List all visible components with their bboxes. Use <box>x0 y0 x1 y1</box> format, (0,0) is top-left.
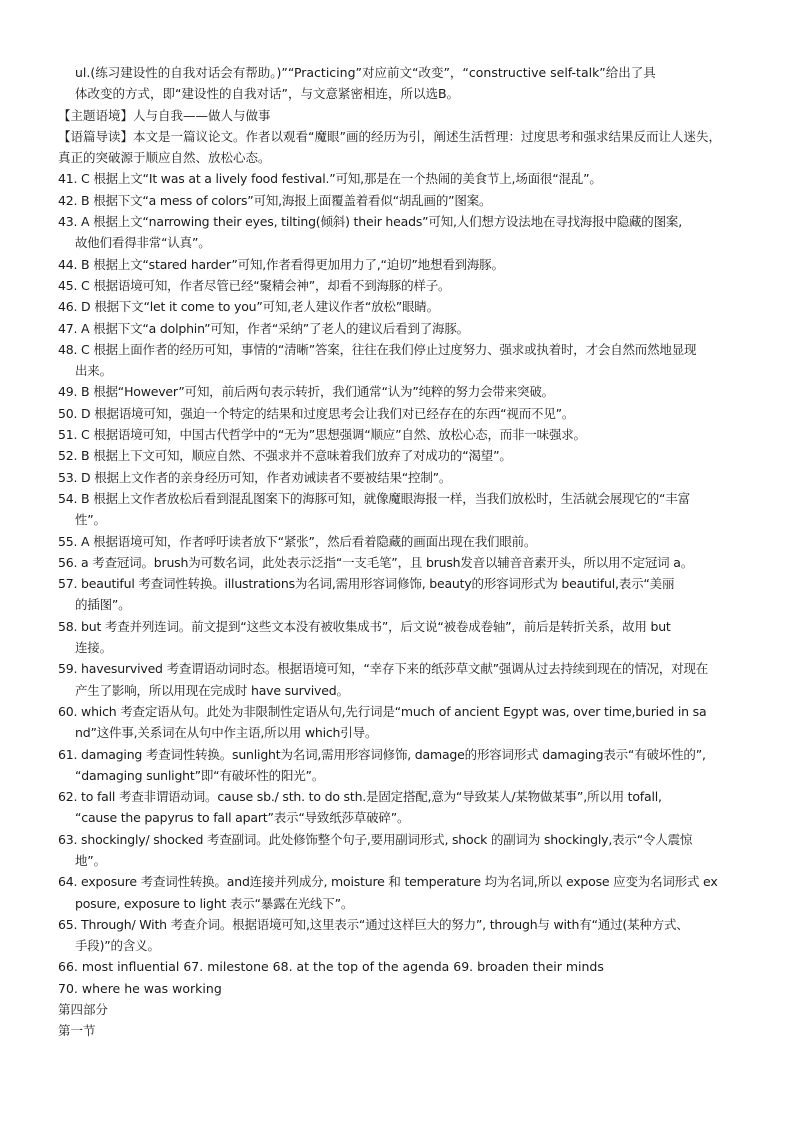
answer-item <box>58 658 738 701</box>
answer-item <box>58 339 738 382</box>
answer-item <box>58 318 738 339</box>
answer-item-line: 59. havesurvived 考查谓语动词时态。根据语境可知，“幸存下来的纸莎草文献”强调从过去持续到现在的情况，对现在 <box>58 661 709 677</box>
answer-item-line: 58. but 考查并列连词。前文提到“这些文本没有被收集成书”，后文说“被卷成卷轴”，前后是转折关系，故用 but <box>58 618 671 634</box>
answer-item <box>58 531 738 552</box>
answer-item <box>58 445 738 466</box>
answer-explanations <box>58 168 738 956</box>
answer-item-line: 60. which 考查定语从句。此处为非限制性定语从句,先行词是“much of ancient Egypt was, over time,buried in sa <box>58 703 707 719</box>
answer-item <box>58 211 738 254</box>
answer-item <box>58 254 738 275</box>
answer-item-continuation: 故他们看得非常“认真”。 <box>75 235 211 251</box>
answer-item-continuation: 产生了影响，所以用现在完成时 have survived。 <box>75 682 349 698</box>
answer-item <box>58 573 738 616</box>
answer-item-line: 55. A 根据语境可知，作者呼吁读者放下“紧张”，然后看着隐藏的画面出现在我们眼前。 <box>58 533 537 549</box>
answer-item-line: 49. B 根据“However”可知，前后两句表示转折，我们通常“认为”纯粹的努力会带来突破。 <box>58 384 554 400</box>
answer-item-continuation: 连接。 <box>75 640 112 656</box>
answer-item-continuation: “damaging sunlight”即“有破坏性的阳光”。 <box>75 767 325 783</box>
answer-70: 70. where he was working <box>58 980 222 996</box>
answer-item-line: 47. A 根据下文“a dolphin”可知，作者“采纳”了老人的建议后看到了海豚。 <box>58 320 469 336</box>
section-sub-heading: 第一节 <box>58 1023 96 1039</box>
answer-item-continuation: posure, exposure to light 表示“暴露在光线下”。 <box>75 895 354 911</box>
answer-item-line: 65. Through/ With 考查介词。根据语境可知,这里表示“通过这样巨大的努力”, through与 with有“通过(某种方式、 <box>58 916 689 932</box>
answer-item-line: 57. beautiful 考查词性转换。illustrations为名词,需用形容词修饰, beauty的形容词形式为 beautiful,表示“美丽 <box>58 576 675 592</box>
answers-66-69: 66. most influential 67. milestone 68. at the top of the agenda 69. broaden their minds <box>58 959 604 975</box>
answer-item <box>58 381 738 402</box>
answer-item <box>58 275 738 296</box>
answer-item-line: 63. shockingly/ shocked 考查副词。此处修饰整个句子,要用副词形式, shock 的副词为 shockingly,表示“令人震惊 <box>58 831 693 847</box>
answer-item-line: 56. a 考查冠词。brush为可数名词，此处表示泛指“一支毛笔”，且 brush发音以辅音音素开头，所以用不定冠词 a。 <box>58 554 694 570</box>
answer-item <box>58 914 738 957</box>
answer-item-line: 62. to fall 考查非谓语动词。cause sb./ sth. to do sth.是固定搭配,意为“导致某人/某物做某事”,所以用 tofall, <box>58 789 662 805</box>
answer-item <box>58 616 738 659</box>
answer-item <box>58 488 738 531</box>
answer-item-continuation: 手段)”的含义。 <box>75 938 160 954</box>
answer-item-continuation: “cause the papyrus to fall apart”表示“导致纸莎草破碎”。 <box>75 810 410 826</box>
answer-item-line: 50. D 根据语境可知，强迫一个特定的结果和过度思考会让我们对已经存在的东西“视而不见”。 <box>58 405 575 421</box>
answer-item-line: 53. D 根据上文作者的亲身经历可知，作者劝诫读者不要被结果“控制”。 <box>58 469 452 485</box>
answer-item-line: 41. C 根据上文“It was at a lively food festival.”可知,那是在一个热闹的美食节上,场面很“混乱”。 <box>58 171 602 187</box>
theme-context: 【主题语境】人与自我——做人与做事 <box>58 107 271 123</box>
intro-line-2: 体改变的方式，即“建设性的自我对话”，与文意紧密相连，所以选B。 <box>75 86 460 102</box>
answer-item <box>58 871 738 914</box>
answer-item <box>58 829 738 872</box>
answer-item-line: 48. C 根据上面作者的经历可知，事情的“清晰”答案，往往在我们停止过度努力、强求或执着时，才会自然而然地显现 <box>58 341 697 357</box>
answer-item-continuation: nd”这件事,关系词在从句中作主语,所以用 which引导。 <box>75 725 378 741</box>
answer-item <box>58 744 738 787</box>
answer-item-continuation: 的插图”。 <box>75 597 131 613</box>
passage-guide-line-1: 【语篇导读】本文是一篇议论文。作者以观看“魔眼”画的经历为引，阐述生活哲理：过度思考和强求结果反而让人迷失， <box>58 128 721 144</box>
answer-item <box>58 190 738 211</box>
answer-item-line: 51. C 根据语境可知，中国古代哲学中的“无为”思想强调“顺应”自然、放松心态，而非一味强求。 <box>58 427 586 443</box>
answer-item-continuation: 性”。 <box>75 512 106 528</box>
section-part-heading: 第四部分 <box>58 1002 109 1018</box>
answer-item-line: 42. B 根据下文“a mess of colors”可知,海报上面覆盖着看似“胡乱画的”图案。 <box>58 192 492 208</box>
answer-item <box>58 296 738 317</box>
answer-item <box>58 786 738 829</box>
answer-item-line: 43. A 根据上文“narrowing their eyes, tilting(倾斜) their heads”可知,人们想方设法地在寻找海报中隐藏的图案, <box>58 214 682 230</box>
answer-item <box>58 552 738 573</box>
answer-item-line: 64. exposure 考查词性转换。and连接并列成分, moisture 和 temperature 均为名词,所以 expose 应变为名词形式 ex <box>58 874 718 890</box>
answer-item-line: 46. D 根据下文“let it come to you”可知,老人建议作者“放松”眼睛。 <box>58 299 439 315</box>
answer-item-line: 52. B 根据上下文可知，顺应自然、不强求并不意味着我们放弃了对成功的“渴望”。 <box>58 448 512 464</box>
passage-guide-line-2: 真正的突破源于顺应自然、放松心态。 <box>58 150 271 166</box>
answer-item <box>58 424 738 445</box>
answer-item-line: 54. B 根据上文作者放松后看到混乱图案下的海豚可知，就像魔眼海报一样，当我们放松时，生活就会展现它的“丰富 <box>58 490 690 506</box>
answer-item <box>58 403 738 424</box>
answer-item-line: 44. B 根据上文“stared harder”可知,作者看得更加用力了,“迫切”地想看到海豚。 <box>58 256 504 272</box>
document-content <box>58 62 738 1042</box>
answer-item <box>58 168 738 189</box>
answer-item-line: 45. C 根据语境可知，作者尽管已经“聚精会神”，却看不到海豚的样子。 <box>58 277 451 293</box>
answer-item <box>58 467 738 488</box>
answer-item <box>58 701 738 744</box>
answer-item-continuation: 出来。 <box>75 363 112 379</box>
answer-item-line: 61. damaging 考查词性转换。sunlight为名词,需用形容词修饰, damage的形容词形式 damaging表示“有破坏性的”, <box>58 746 706 762</box>
intro-line-1: ul.(练习建设性的自我对话会有帮助。)”“Practicing”对应前文“改变”，“constructive self-talk”给出了具 <box>75 65 656 80</box>
answer-item-continuation: 地”。 <box>75 852 106 868</box>
